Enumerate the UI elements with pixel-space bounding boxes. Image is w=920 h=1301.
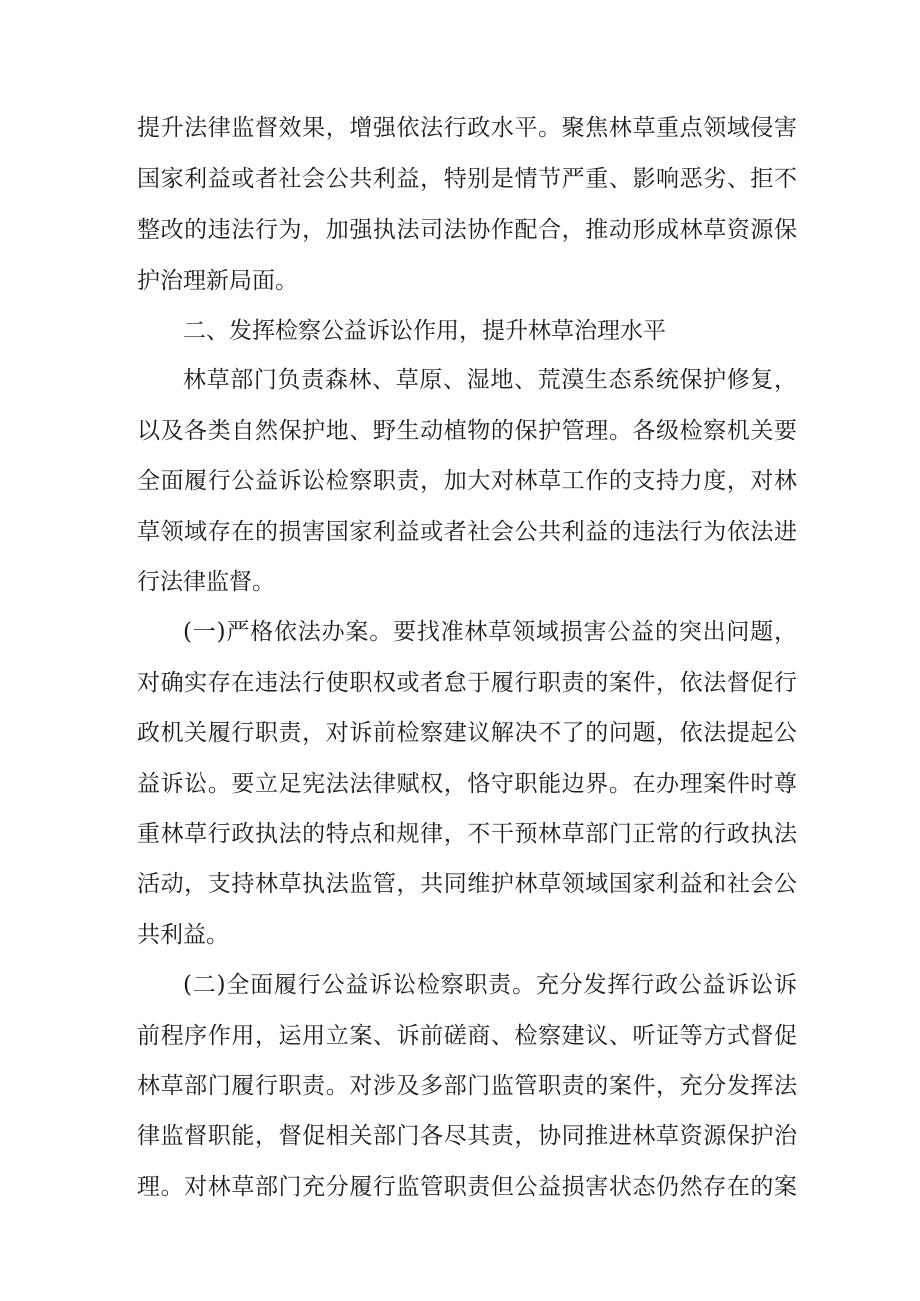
paragraph-line: 国家利益或者社会公共利益，特别是情节严重、影响恶劣、拒不 <box>137 166 797 192</box>
paragraph-line: 提升法律监督效果，增强依法行政水平。聚焦林草重点领域侵害 <box>137 115 797 141</box>
paragraph-line: 理。对林草部门充分履行监管职责但公益损害状态仍然存在的案 <box>137 1174 797 1200</box>
paragraph-line: 行法律监督。 <box>137 569 275 595</box>
paragraph-line: 政机关履行职责，对诉前检察建议解决不了的问题，依法提起公 <box>137 720 797 746</box>
section-heading: 二、发挥检察公益诉讼作用，提升林草治理水平 <box>183 318 666 344</box>
paragraph-line: 共利益。 <box>137 922 229 948</box>
paragraph-line: 林草部门负责森林、草原、湿地、荒漠生态系统保护修复， <box>183 367 797 393</box>
paragraph-line: (一)严格依法办案。要找准林草领域损害公益的突出问题， <box>183 619 797 645</box>
paragraph-line: 整改的违法行为，加强执法司法协作配合，推动形成林草资源保 <box>137 217 797 243</box>
paragraph-line: (二)全面履行公益诉讼检察职责。充分发挥行政公益诉讼诉 <box>183 972 797 998</box>
paragraph-line: 活动，支持林草执法监管，共同维护林草领域国家利益和社会公 <box>137 871 797 897</box>
paragraph-line: 护治理新局面。 <box>137 268 298 294</box>
paragraph-line: 律监督职能，督促相关部门各尽其责，协同推进林草资源保护治 <box>137 1123 797 1149</box>
paragraph-line: 以及各类自然保护地、野生动植物的保护管理。各级检察机关要 <box>137 418 797 444</box>
paragraph-line: 益诉讼。要立足宪法法律赋权，恪守职能边界。在办理案件时尊 <box>137 771 797 797</box>
paragraph-line: 全面履行公益诉讼检察职责，加大对林草工作的支持力度，对林 <box>137 468 797 494</box>
paragraph-line: 草领域存在的损害国家利益或者社会公共利益的违法行为依法进 <box>137 519 797 545</box>
paragraph-line: 林草部门履行职责。对涉及多部门监管职责的案件，充分发挥法 <box>137 1073 797 1099</box>
paragraph-line: 前程序作用，运用立案、诉前磋商、检察建议、听证等方式督促 <box>137 1023 797 1049</box>
paragraph-line: 对确实存在违法行使职权或者怠于履行职责的案件，依法督促行 <box>137 670 797 696</box>
paragraph-line: 重林草行政执法的特点和规律，不干预林草部门正常的行政执法 <box>137 821 797 847</box>
